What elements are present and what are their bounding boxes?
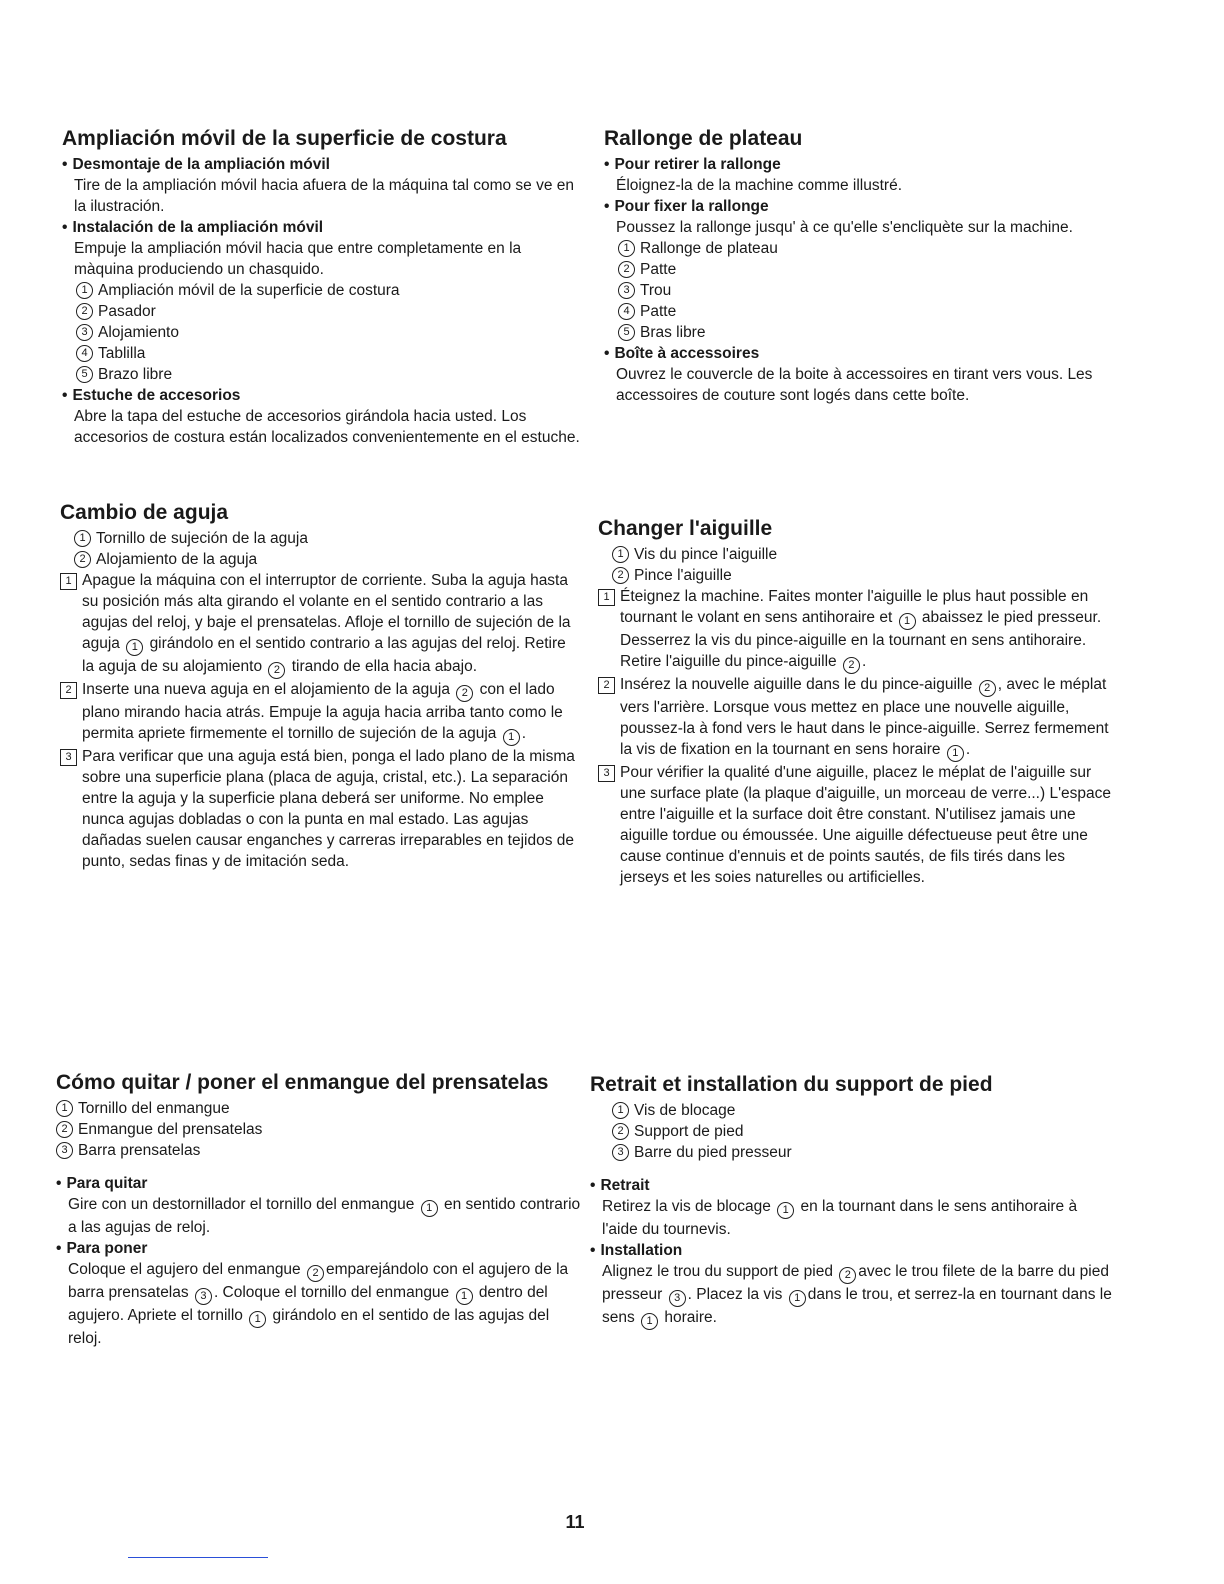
item-label: Trou	[640, 282, 672, 299]
section-fr-support	[590, 1072, 1115, 1330]
inline-circled-number: 2	[456, 685, 473, 702]
circled-number: 4	[76, 345, 93, 362]
circled-number: 2	[612, 567, 629, 584]
section-es-aguja	[60, 500, 580, 872]
step-1	[60, 570, 580, 679]
paragraph: Abre la tapa del estuche de accesorios girándola hacia usted. Los accesorios de costura están localizados convenientemente en el estuche.	[74, 408, 580, 446]
step-2	[60, 679, 580, 746]
circled-number: 5	[76, 366, 93, 383]
inline-circled-number: 1	[421, 1200, 438, 1217]
circled-number: 4	[618, 303, 635, 320]
inline-circled-number: 2	[979, 680, 996, 697]
section-title: Retrait et installation du support de pied	[590, 1073, 993, 1096]
inline-circled-number: 1	[641, 1313, 658, 1330]
subheading: • Pour retirer la rallonge	[604, 154, 1114, 175]
inline-circled-number: 1	[503, 729, 520, 746]
subheading: • Estuche de accesorios	[62, 385, 582, 406]
list-item	[62, 364, 582, 385]
inline-circled-number: 1	[777, 1202, 794, 1219]
list-item	[598, 565, 1118, 586]
step-number-box: 2	[60, 682, 77, 699]
section-fr-aiguille	[598, 516, 1118, 888]
list-item	[62, 343, 582, 364]
subheading: • Pour fixer la rallonge	[604, 196, 1114, 217]
circled-number: 3	[612, 1144, 629, 1161]
item-label: Support de pied	[634, 1123, 744, 1140]
inline-circled-number: 2	[268, 662, 285, 679]
page-number: 11	[565, 1512, 585, 1532]
step-text: Insérez la nouvelle aiguille dans le du pince-aiguille 2 , avec le méplat vers l'arrière. Lorsque vous mettez en place une nouvelle aiguille, poussez-la à fond vers le haut dans le pince-aiguille. Serrez fermement la vis de fixation en la tournant en sens horaire 1 .	[620, 674, 1118, 762]
list-item	[590, 1121, 1115, 1142]
list-item	[604, 301, 1114, 322]
step-number-box: 3	[60, 749, 77, 766]
list-item	[56, 1098, 581, 1119]
inline-circled-number: 1	[947, 745, 964, 762]
step-1	[598, 586, 1118, 674]
paragraph: Poussez la rallonge jusqu' à ce qu'elle s'encliquète sur la machine.	[616, 219, 1073, 236]
step-text: Inserte una nueva aguja en el alojamiento de la aguja 2 con el lado plano mirando hacia atrás. Empuje la aguja hacia arriba tanto como le permita apriete firmemente el tornillo de sujeción de la aguja 1 .	[82, 679, 580, 746]
inline-circled-number: 2	[839, 1267, 856, 1284]
section-fr-rallonge	[604, 126, 1114, 406]
circled-number: 1	[612, 546, 629, 563]
circled-number: 3	[618, 282, 635, 299]
step-text: Pour vérifier la qualité d'une aiguille, placez le méplat de l'aiguille sur une surface plate (la plaque d'aiguille, un morceau de verre...) L'espace entre l'aiguille et la surface doit être constant. N'utilisez jamais une aiguille tordue ou émoussée. Une aiguille défectueuse peut être une cause continue d'ennuis et de points sautés, de fils tirés dans les jerseys et les soies naturelles ou artificielles.	[620, 764, 1112, 886]
subheading: • Installation	[590, 1240, 1115, 1261]
paragraph: Éloignez-la de la machine comme illustré.	[616, 177, 903, 194]
step-number-box: 3	[598, 765, 615, 782]
subheading: • Para quitar	[56, 1173, 581, 1194]
step-text: Apague la máquina con el interruptor de corriente. Suba la aguja hasta su posición más alta girando el volante en el sentido contrario a las agujas del reloj, y baje el prensatelas. Afloje el tornillo de sujeción de la aguja 1 girándolo en el sentido contrario a las agujas del reloj. Retire la aguja de su alojamiento 2 tirando de ella hacia abajo.	[82, 570, 580, 679]
list-item	[598, 544, 1118, 565]
subheading: • Para poner	[56, 1238, 581, 1259]
subheading: • Boîte à accessoires	[604, 343, 1114, 364]
subheading: • Retrait	[590, 1175, 1115, 1196]
circled-number: 2	[612, 1123, 629, 1140]
item-label: Patte	[640, 303, 677, 320]
inline-circled-number: 3	[669, 1290, 686, 1307]
list-item	[604, 322, 1114, 343]
paragraph: Tire de la ampliación móvil hacia afuera de la máquina tal como se ve en la ilustración.	[74, 177, 574, 215]
inline-circled-number: 2	[843, 657, 860, 674]
list-item	[60, 528, 580, 549]
section-es-ampliacion	[62, 126, 582, 448]
step-3	[598, 762, 1118, 888]
paragraph: Retirez la vis de blocage 1 en la tournant dans le sens antihoraire à l'aide du tournevis.	[602, 1198, 1078, 1238]
inline-circled-number: 1	[899, 613, 916, 630]
item-label: Vis de blocage	[634, 1102, 736, 1119]
footer-rule	[128, 1557, 268, 1558]
item-label: Alojamiento	[98, 324, 179, 341]
circled-number: 2	[76, 303, 93, 320]
step-number-box: 1	[60, 573, 77, 590]
list-item	[604, 280, 1114, 301]
item-label: Brazo libre	[98, 366, 173, 383]
item-label: Rallonge de plateau	[640, 240, 778, 257]
item-label: Barra prensatelas	[78, 1142, 201, 1159]
inline-circled-number: 2	[307, 1265, 324, 1282]
circled-number: 1	[612, 1102, 629, 1119]
subheading: • Desmontaje de la ampliación móvil	[62, 154, 582, 175]
list-item	[62, 280, 582, 301]
circled-number: 1	[76, 282, 93, 299]
circled-number: 1	[618, 240, 635, 257]
circled-number: 1	[74, 530, 91, 547]
circled-number: 2	[74, 551, 91, 568]
item-label: Tornillo del enmangue	[78, 1100, 230, 1117]
list-item	[590, 1100, 1115, 1121]
inline-circled-number: 1	[456, 1288, 473, 1305]
subheading: • Instalación de la ampliación móvil	[62, 217, 582, 238]
step-3	[60, 746, 580, 872]
inline-circled-number: 1	[789, 1290, 806, 1307]
section-title: Cambio de aguja	[60, 501, 229, 524]
list-item	[62, 322, 582, 343]
list-item	[56, 1140, 581, 1161]
paragraph: Alignez le trou du support de pied 2 avec le trou filete de la barre du pied presseur 3 . Placez la vis 1 dans le trou, et serrez-la en tournant dans le sens 1 horaire.	[590, 1261, 1115, 1330]
list-item	[604, 259, 1114, 280]
list-item	[604, 238, 1114, 259]
item-label: Pasador	[98, 303, 156, 320]
section-title: Ampliación móvil de la superficie de costura	[62, 127, 507, 150]
item-label: Patte	[640, 261, 677, 278]
paragraph: Coloque el agujero del enmangue 2 emparejándolo con el agujero de la barra prensatelas 3 . Coloque el tornillo del enmangue 1 dentro del agujero. Apriete el tornillo 1 girándolo en el sentido de las agujas del reloj.	[68, 1261, 569, 1347]
item-label: Alojamiento de la aguja	[96, 551, 258, 568]
inline-circled-number: 3	[195, 1288, 212, 1305]
list-item	[60, 549, 580, 570]
step-number-box: 2	[598, 677, 615, 694]
section-es-enmangue	[56, 1070, 581, 1349]
item-label: Ampliación móvil de la superficie de costura	[98, 282, 400, 299]
item-label: Tornillo de sujeción de la aguja	[96, 530, 308, 547]
section-title: Cómo quitar / poner el enmangue del prensatelas	[56, 1071, 549, 1094]
list-item	[56, 1119, 581, 1140]
step-text: Éteignez la machine. Faites monter l'aiguille le plus haut possible en tournant le volant en sens antihoraire et 1 abaissez le pied presseur. Desserrez la vis du pince-aiguille en la tournant en sens antihoraire. Retire l'aiguille du pince-aiguille 2 .	[620, 586, 1118, 674]
paragraph: Ouvrez le couvercle de la boite à accessoires en tirant vers vous. Les accessoires de couture sont logés dans cette boîte.	[616, 366, 1093, 404]
section-title: Rallonge de plateau	[604, 127, 803, 150]
item-label: Barre du pied presseur	[634, 1144, 792, 1161]
circled-number: 3	[56, 1142, 73, 1159]
item-label: Pince l'aiguille	[634, 567, 732, 584]
step-text: Para verificar que una aguja está bien, ponga el lado plano de la misma sobre una superficie plana (placa de aguja, cristal, etc.). La separación entre la aguja y la superficie plana deberá ser uniforme. No emplee nunca agujas dobladas o con la punta en mal estado. Las agujas dañadas suelen causar enganches y carreras irreparables en tejidos de punto, sedas finas y de imitación seda.	[82, 748, 575, 870]
list-item	[62, 301, 582, 322]
circled-number: 1	[56, 1100, 73, 1117]
circled-number: 2	[618, 261, 635, 278]
list-item	[590, 1142, 1115, 1163]
item-label: Bras libre	[640, 324, 706, 341]
paragraph: Gire con un destornillador el tornillo del enmangue 1 en sentido contrario a las agujas de reloj.	[68, 1196, 581, 1236]
item-label: Enmangue del prensatelas	[78, 1121, 263, 1138]
inline-circled-number: 1	[126, 639, 143, 656]
section-title: Changer l'aiguille	[598, 517, 773, 540]
item-label: Tablilla	[98, 345, 146, 362]
circled-number: 5	[618, 324, 635, 341]
circled-number: 3	[76, 324, 93, 341]
paragraph: Empuje la ampliación móvil hacia que entre completamente en la màquina produciendo un chasquido.	[74, 240, 522, 278]
circled-number: 2	[56, 1121, 73, 1138]
step-2	[598, 674, 1118, 762]
item-label: Vis du pince l'aiguille	[634, 546, 778, 563]
inline-circled-number: 1	[249, 1311, 266, 1328]
step-number-box: 1	[598, 589, 615, 606]
